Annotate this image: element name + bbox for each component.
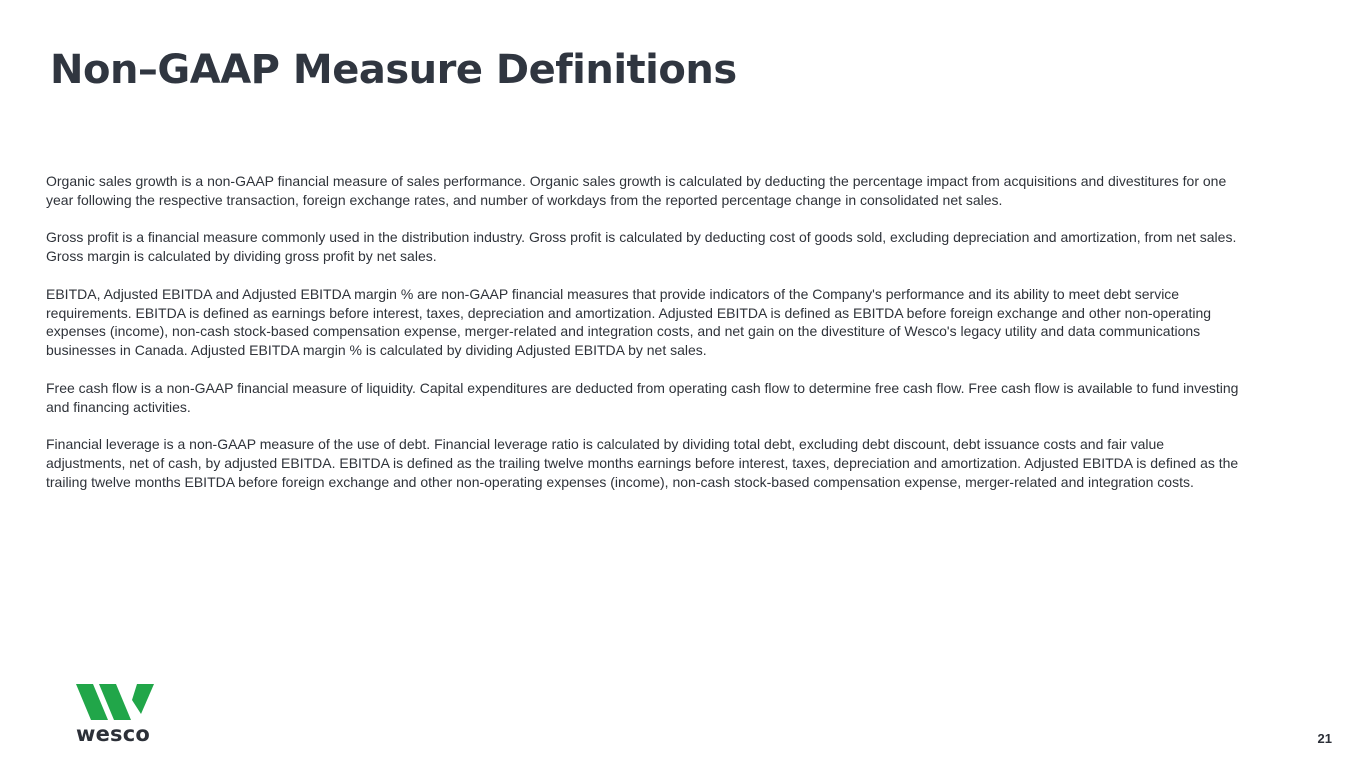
wesco-logo [76, 684, 156, 746]
definition-ebitda: EBITDA, Adjusted EBITDA and Adjusted EBITDA margin % are non-GAAP financial measures that provide indicators of the Company's performance and its ability to meet debt service requirements. EBITDA is defined as earnings before interest, taxes, depreciation and amortization. Adjusted EBITDA is defined as EBITDA before foreign exchange and other non-operating expenses (income), non-cash stock-based compensation expense, merger-related and integration costs, and net gain on the divestiture of Wesco's legacy utility and data communications businesses in Canada. Adjusted EBITDA margin % is calculated by dividing Adjusted EBITDA by net sales. [46, 285, 1212, 359]
definition-free-cash-flow: Free cash flow is a non-GAAP financial measure of liquidity. Capital expenditures are deducted from operating cash flow to determine free cash flow. Free cash flow is available to fund investing and financing activities. [46, 379, 1239, 415]
wesco-w-mark-icon [76, 684, 154, 722]
w-mark-right-stroke [132, 684, 154, 714]
definition-organic-sales-growth: Organic sales growth is a non-GAAP financial measure of sales performance. Organic sales growth is calculated by deducting the percentage impact from acquisitions and divestitures for one year following the respective transaction, foreign exchange rates, and number of workdays from the reported percentage change in consolidated net sales. [46, 173, 1227, 208]
definition-financial-leverage: Financial leverage is a non-GAAP measure of the use of debt. Financial leverage ratio is calculated by dividing total debt, excluding debt discount, debt issuance costs and fair value adjustments, net of cash, by adjusted EBITDA. EBITDA is defined as the trailing twelve months earnings before interest, taxes, depreciation and amortization. Adjusted EBITDA is defined as the trailing twelve months EBITDA before foreign exchange and other non-operating expenses (income), non-cash stock-based compensation expense, merger-related and integration costs. [46, 436, 1239, 490]
wesco-wordmark: wesco [76, 722, 151, 746]
page-number: 21 [1317, 731, 1332, 746]
definitions-body [46, 172, 1246, 492]
slide-title: Non–GAAP Measure Definitions [50, 47, 737, 93]
definition-gross-profit: Gross profit is a financial measure commonly used in the distribution industry. Gross profit is calculated by deducting cost of goods sold, excluding depreciation and amortization, from net sales. Gross margin is calculated by dividing gross profit by net sales. [46, 229, 1237, 265]
